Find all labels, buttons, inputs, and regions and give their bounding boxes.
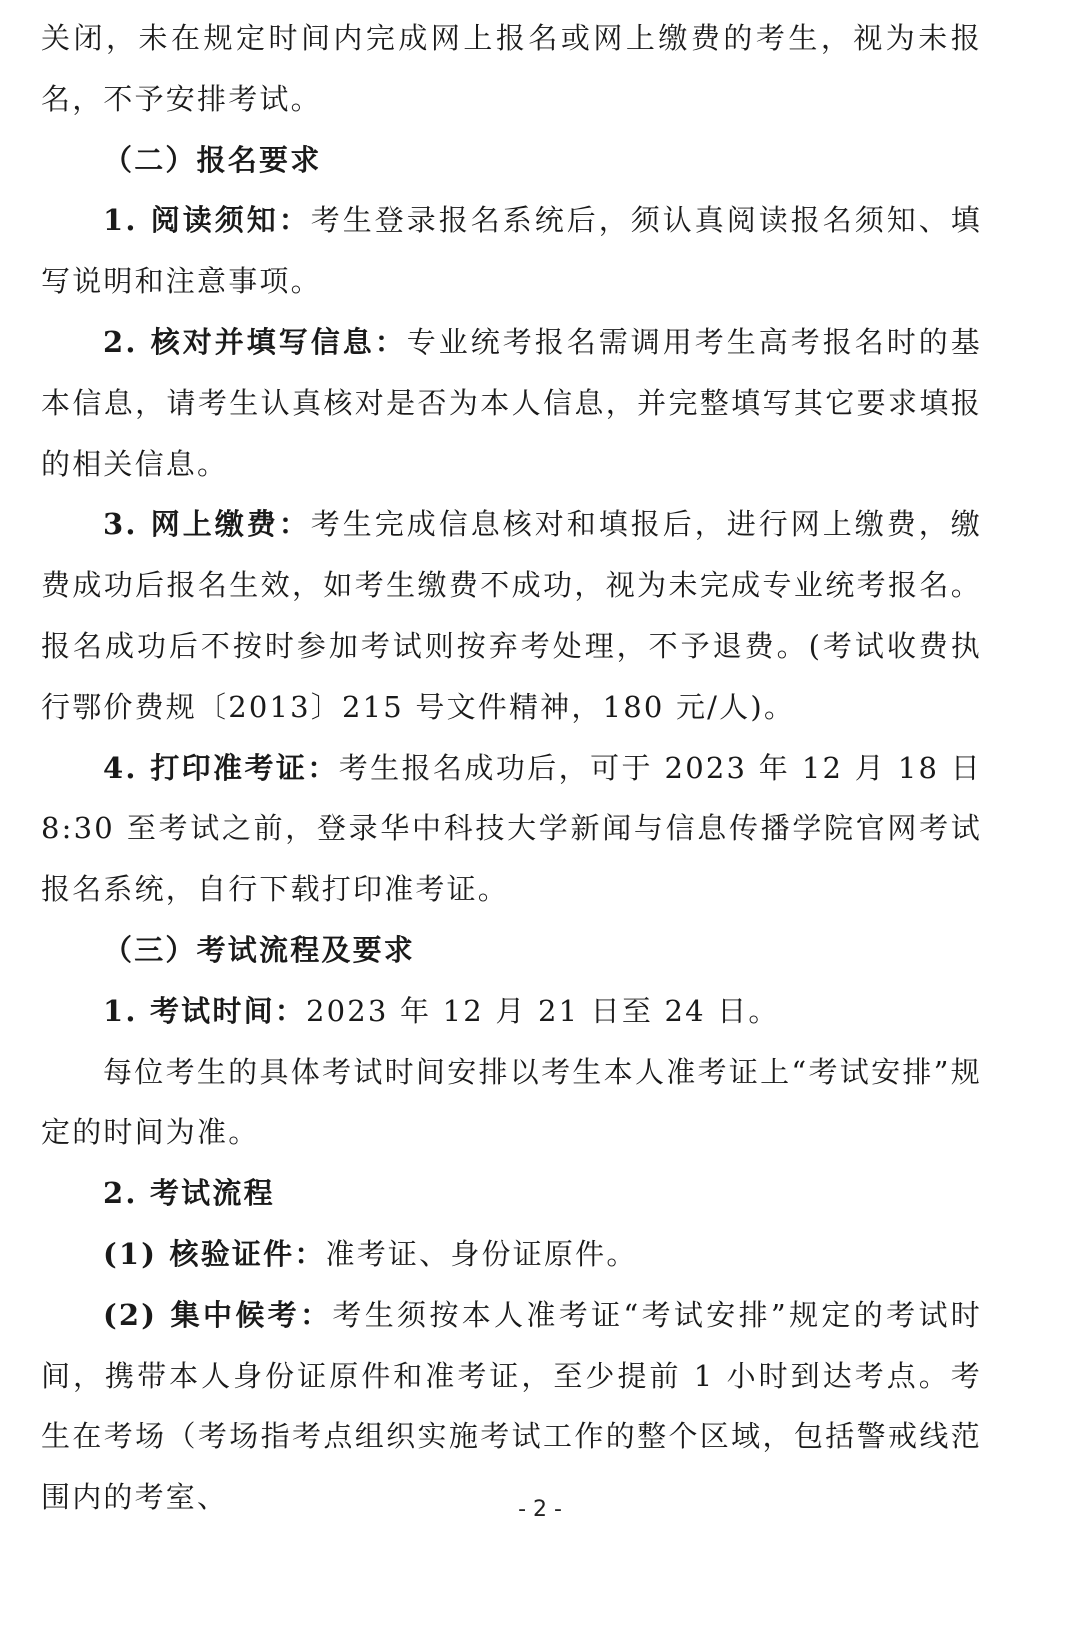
paragraph-waiting-area <box>41 1285 982 1528</box>
paragraph-text: 关闭，未在规定时间内完成网上报名或网上缴费的考生，视为未报名，不予安排考试。 <box>41 21 982 116</box>
paragraph-registration-close <box>41 8 982 130</box>
paragraph-exam-time <box>41 981 982 1042</box>
paragraph-text: 考生完成信息核对和填报后，进行网上缴费，缴费成功后报名生效，如考生缴费不成功，视为未完成专业统考报名。报名成功后不按时参加考试则按弃考处理，不予退费。(考试收费执行鄂价费规〔2013〕215 号文件精神，180 元/人)。 <box>41 507 982 724</box>
page-number: - 2 - <box>518 1497 562 1522</box>
paragraph-text: 准考证、身份证原件。 <box>325 1236 638 1271</box>
item-label: 1. 阅读须知： <box>103 203 311 238</box>
section-heading-exam-process: （三）考试流程及要求 <box>103 932 416 967</box>
paragraph-text: 2023 年 12 月 21 日至 24 日。 <box>305 993 780 1028</box>
item-label: 2. 核对并填写信息： <box>103 324 407 359</box>
item-label: 1. 考试时间： <box>103 993 306 1028</box>
paragraph-text: 专业统考报名需调用考生高考报名时的基本信息，请考生认真核对是否为本人信息，并完整填写其它要求填报的相关信息。 <box>41 324 982 481</box>
item-label: (1) 核验证件： <box>103 1236 326 1271</box>
paragraph-verify-documents <box>41 1224 982 1285</box>
item-label: 4. 打印准考证： <box>103 750 339 785</box>
document-body <box>41 8 982 1528</box>
paragraph-read-notice <box>41 190 982 312</box>
section-heading-registration-requirements: （二）报名要求 <box>103 142 322 177</box>
paragraph-print-admission-ticket <box>41 738 982 920</box>
item-label: 3. 网上缴费： <box>103 507 311 542</box>
paragraph-text: 考生登录报名系统后，须认真阅读报名须知、填写说明和注意事项。 <box>41 203 982 299</box>
paragraph-exam-schedule <box>41 1042 982 1164</box>
paragraph-text: 考生须按本人准考证“考试安排”规定的考试时间，携带本人身份证原件和准考证，至少提前 1 小时到达考点。考生在考场（考场指考点组织实施考试工作的整个区域，包括警戒线范围内的考室、 <box>41 1297 982 1515</box>
subsection-heading-exam-flow: 2. 考试流程 <box>103 1176 275 1211</box>
paragraph-online-payment <box>41 494 982 737</box>
paragraph-verify-info <box>41 312 982 494</box>
item-label: (2) 集中候考： <box>103 1297 333 1332</box>
paragraph-text: 每位考生的具体考试时间安排以考生本人准考证上“考试安排”规定的时间为准。 <box>41 1054 982 1150</box>
paragraph-text: 考生报名成功后，可于 2023 年 12 月 18 日 8:30 至考试之前，登录华中科技大学新闻与信息传播学院官网考试报名系统，自行下载打印准考证。 <box>41 750 982 907</box>
